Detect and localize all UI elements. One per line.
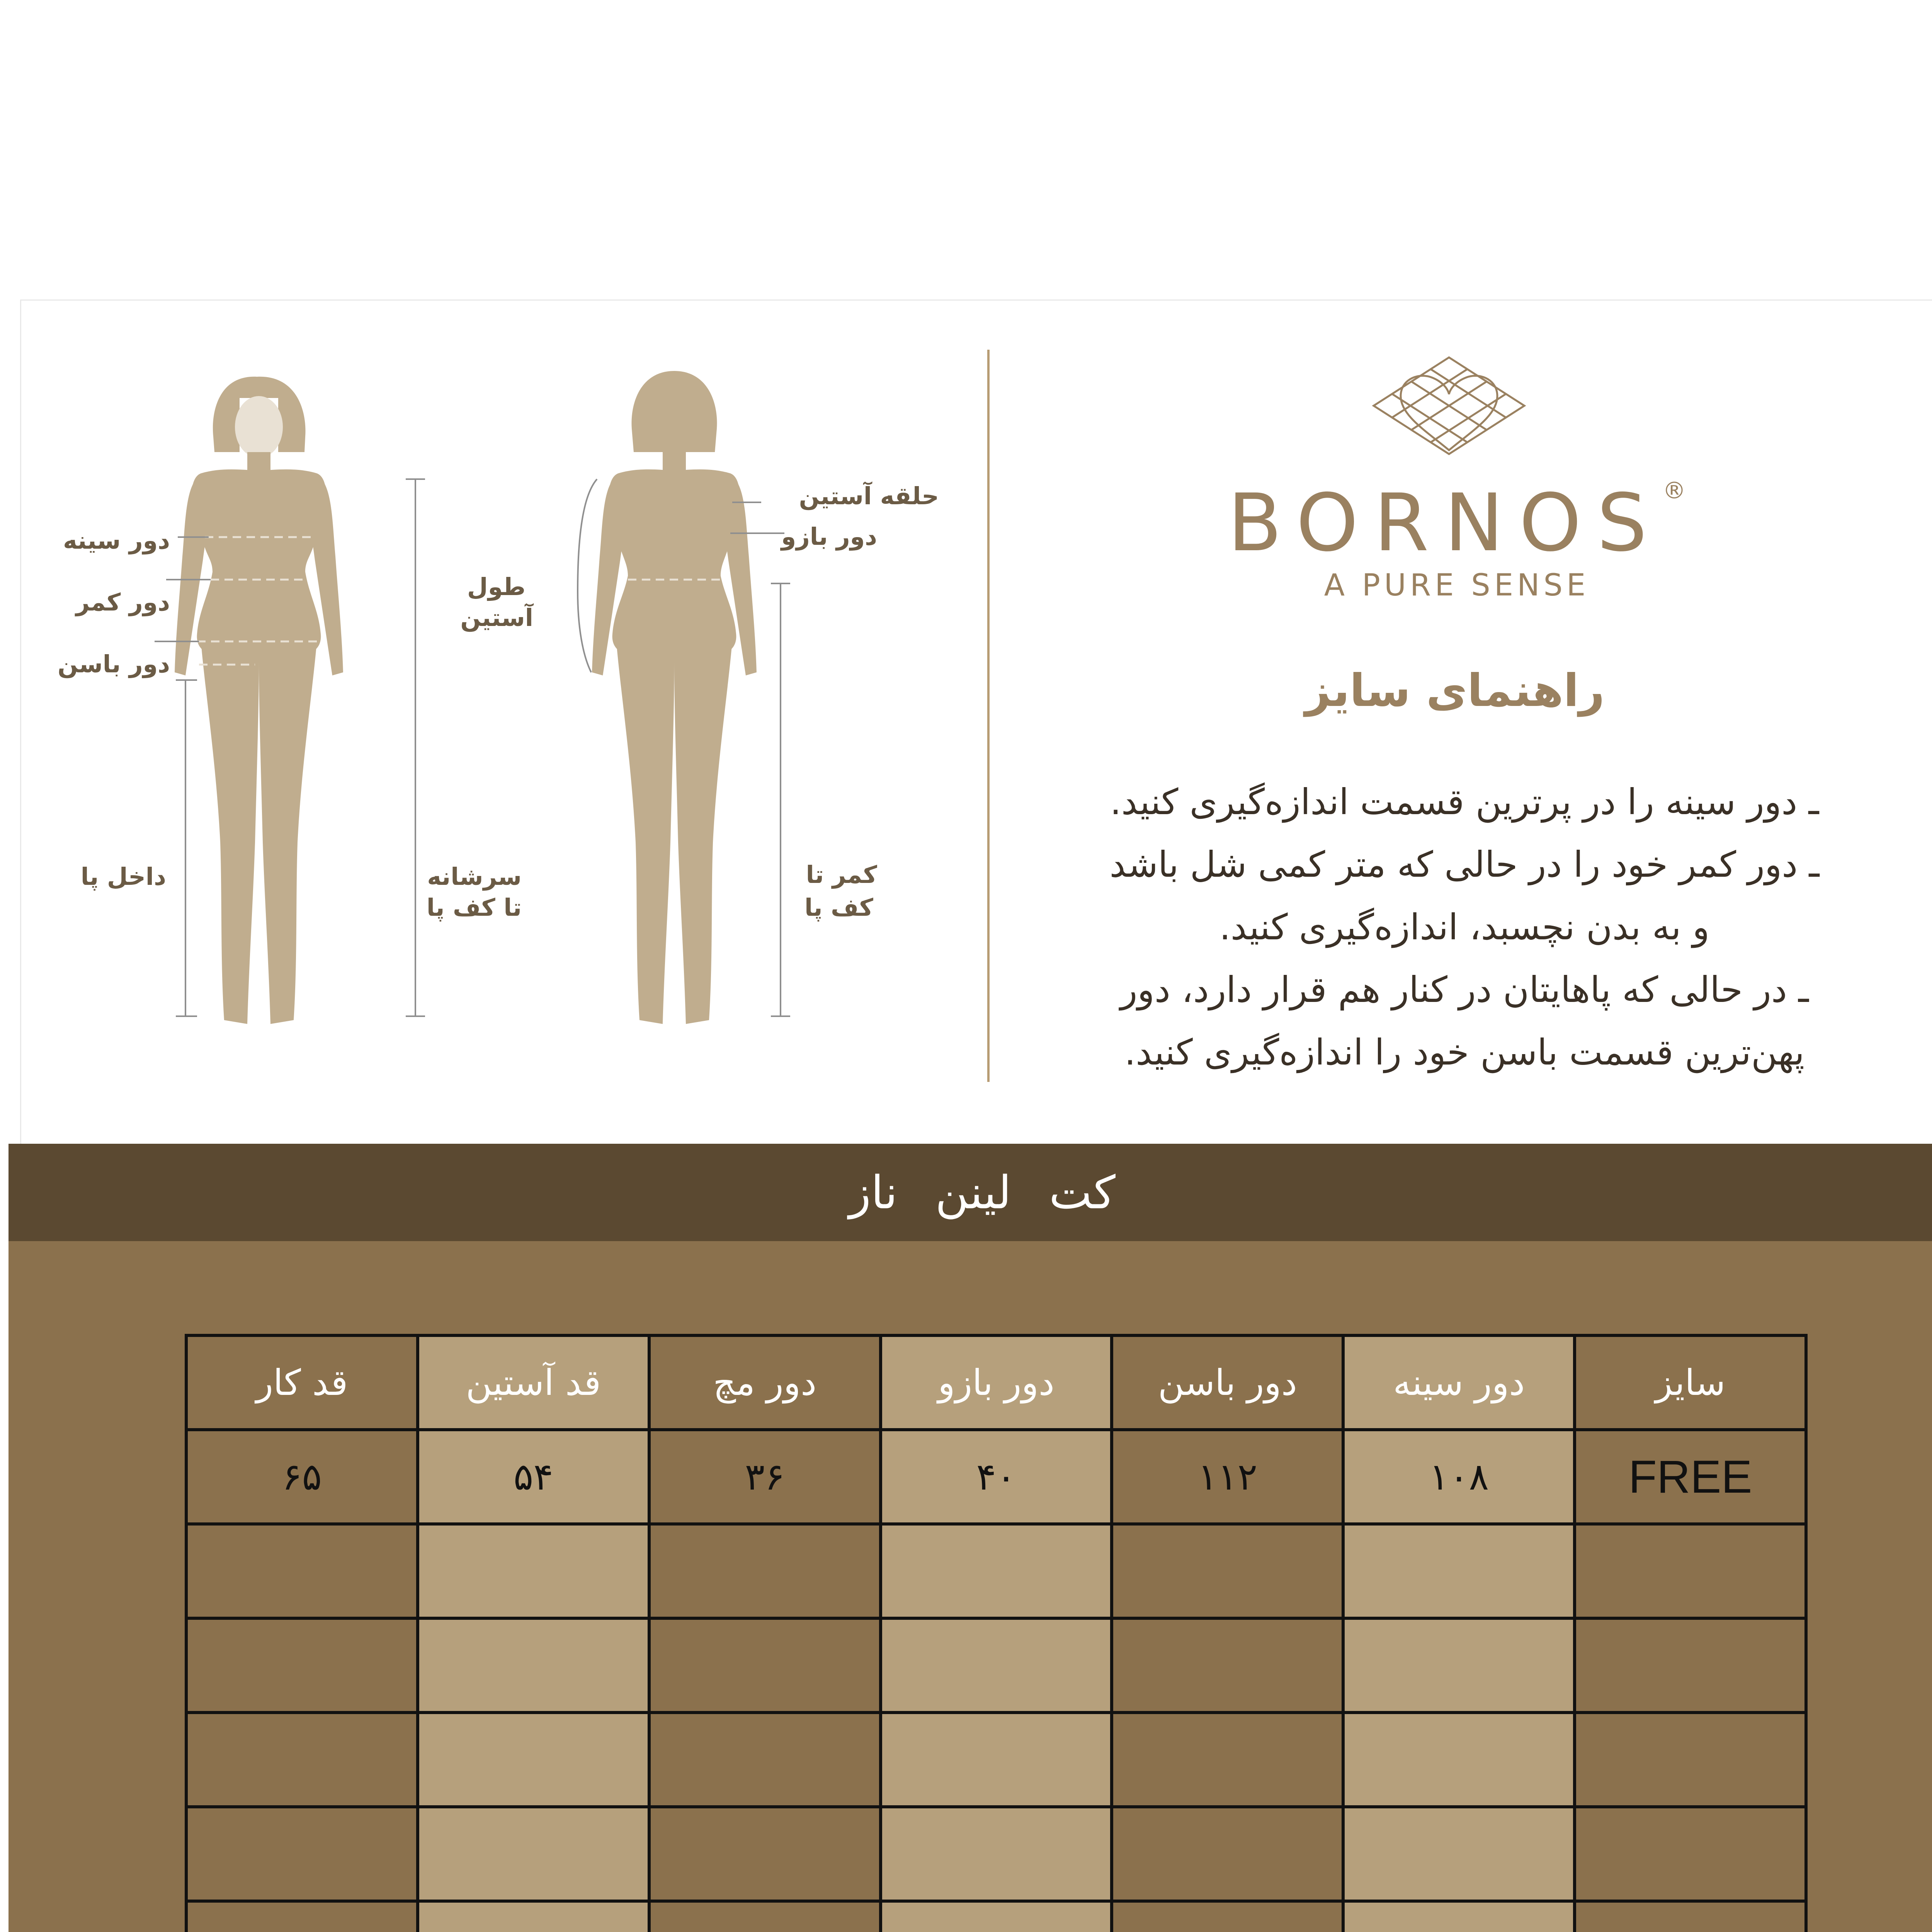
label-armhole: حلقه آستین [799,482,939,510]
table-row [186,1807,1806,1901]
table-cell [1343,1807,1575,1901]
label-sleeve-length-2: آستین [460,604,533,632]
table-cell [418,1618,649,1713]
table-cell [649,1524,881,1618]
table-cell [186,1901,418,1932]
table-cell [649,1713,881,1807]
table-cell [1343,1618,1575,1713]
header-sleeve-length: قد آستین [418,1335,649,1430]
table-cell [1112,1618,1343,1713]
table-cell [881,1713,1112,1807]
table-cell [881,1807,1112,1901]
header-upper-arm: دور بازو [881,1335,1112,1430]
label-shoulder-to-sole-1: سرشانه [427,862,522,891]
body-measurement-illustration [39,340,985,1094]
registered-mark: ® [1662,477,1686,504]
table-row [186,1901,1806,1932]
heart-diamond-lattice-icon [1368,354,1530,458]
label-inseam: داخل پا [80,862,166,891]
table-cell [1112,1807,1343,1901]
size-table [185,1334,1808,1932]
header-hip: دور باسن [1112,1335,1343,1430]
header-wrist: دور مچ [649,1335,881,1430]
table-cell: ۶۵ [186,1430,418,1524]
label-upper-arm: دور بازو [781,522,877,551]
label-shoulder-to-sole-2: تا کف پا [426,893,522,922]
size-guide-title: راهنمای سایز [1305,665,1605,717]
brand-name: BORNOS® [1228,477,1686,569]
back-body-figure [592,371,757,1024]
instruction-line: و به بدن نچسبد، اندازه‌گیری کنید. [1219,906,1710,948]
label-waist-to-sole-1: کمر تا [806,861,877,889]
brand-tagline: A PURE SENSE [1324,568,1590,603]
table-cell [1575,1901,1806,1932]
label-waist-to-sole-2: کف پا [804,893,873,922]
table-cell: FREE [1575,1430,1806,1524]
table-cell [1575,1524,1806,1618]
instruction-line: پهن‌ترین قسمت باسن خود را اندازه‌گیری کنید. [1124,1032,1805,1073]
instruction-line: ـ در حالی که پاهایتان در کنار هم قرار دارد، دور [1120,969,1809,1010]
front-body-figure [175,377,343,1024]
product-title: کت لینن ناز [849,1166,1116,1219]
table-cell [1343,1713,1575,1807]
table-cell [1575,1618,1806,1713]
table-cell [418,1713,649,1807]
table-cell [649,1901,881,1932]
table-row [186,1524,1806,1618]
instruction-line: ـ دور کمر خود را در حالی که متر کمی شل باشد [1109,844,1820,885]
table-cell [186,1524,418,1618]
table-row [186,1713,1806,1807]
label-waist: دور کمر [76,588,170,616]
table-cell [1112,1524,1343,1618]
table-cell [1575,1713,1806,1807]
vertical-divider [987,350,990,1082]
header-garment-length: قد کار [186,1335,418,1430]
table-cell [1112,1901,1343,1932]
table-cell [1343,1901,1575,1932]
table-row [186,1430,1806,1524]
table-cell [1112,1713,1343,1807]
table-cell: ۱۰۸ [1343,1430,1575,1524]
table-cell [649,1618,881,1713]
table-header-row [186,1335,1806,1430]
header-size: سایز [1575,1335,1806,1430]
table-cell [418,1807,649,1901]
table-cell [186,1807,418,1901]
table-cell: ۵۴ [418,1430,649,1524]
table-cell: ۱۱۲ [1112,1430,1343,1524]
label-chest: دور سینه [63,526,170,554]
table-cell [418,1901,649,1932]
table-cell [881,1524,1112,1618]
table-cell: ۳۶ [649,1430,881,1524]
table-cell [1575,1807,1806,1901]
table-cell [649,1807,881,1901]
measurement-instructions [1043,771,1886,1084]
table-cell [1343,1524,1575,1618]
label-sleeve-length-1: طول [467,573,526,601]
table-cell [881,1618,1112,1713]
table-cell [186,1713,418,1807]
table-cell [418,1524,649,1618]
instruction-line: ـ دور سینه را در پرترین قسمت اندازه‌گیری کنید. [1110,781,1819,823]
table-cell [881,1901,1112,1932]
table-row [186,1618,1806,1713]
table-cell [186,1618,418,1713]
label-hip: دور باسن [58,650,170,678]
header-chest: دور سینه [1343,1335,1575,1430]
table-cell: ۴۰ [881,1430,1112,1524]
